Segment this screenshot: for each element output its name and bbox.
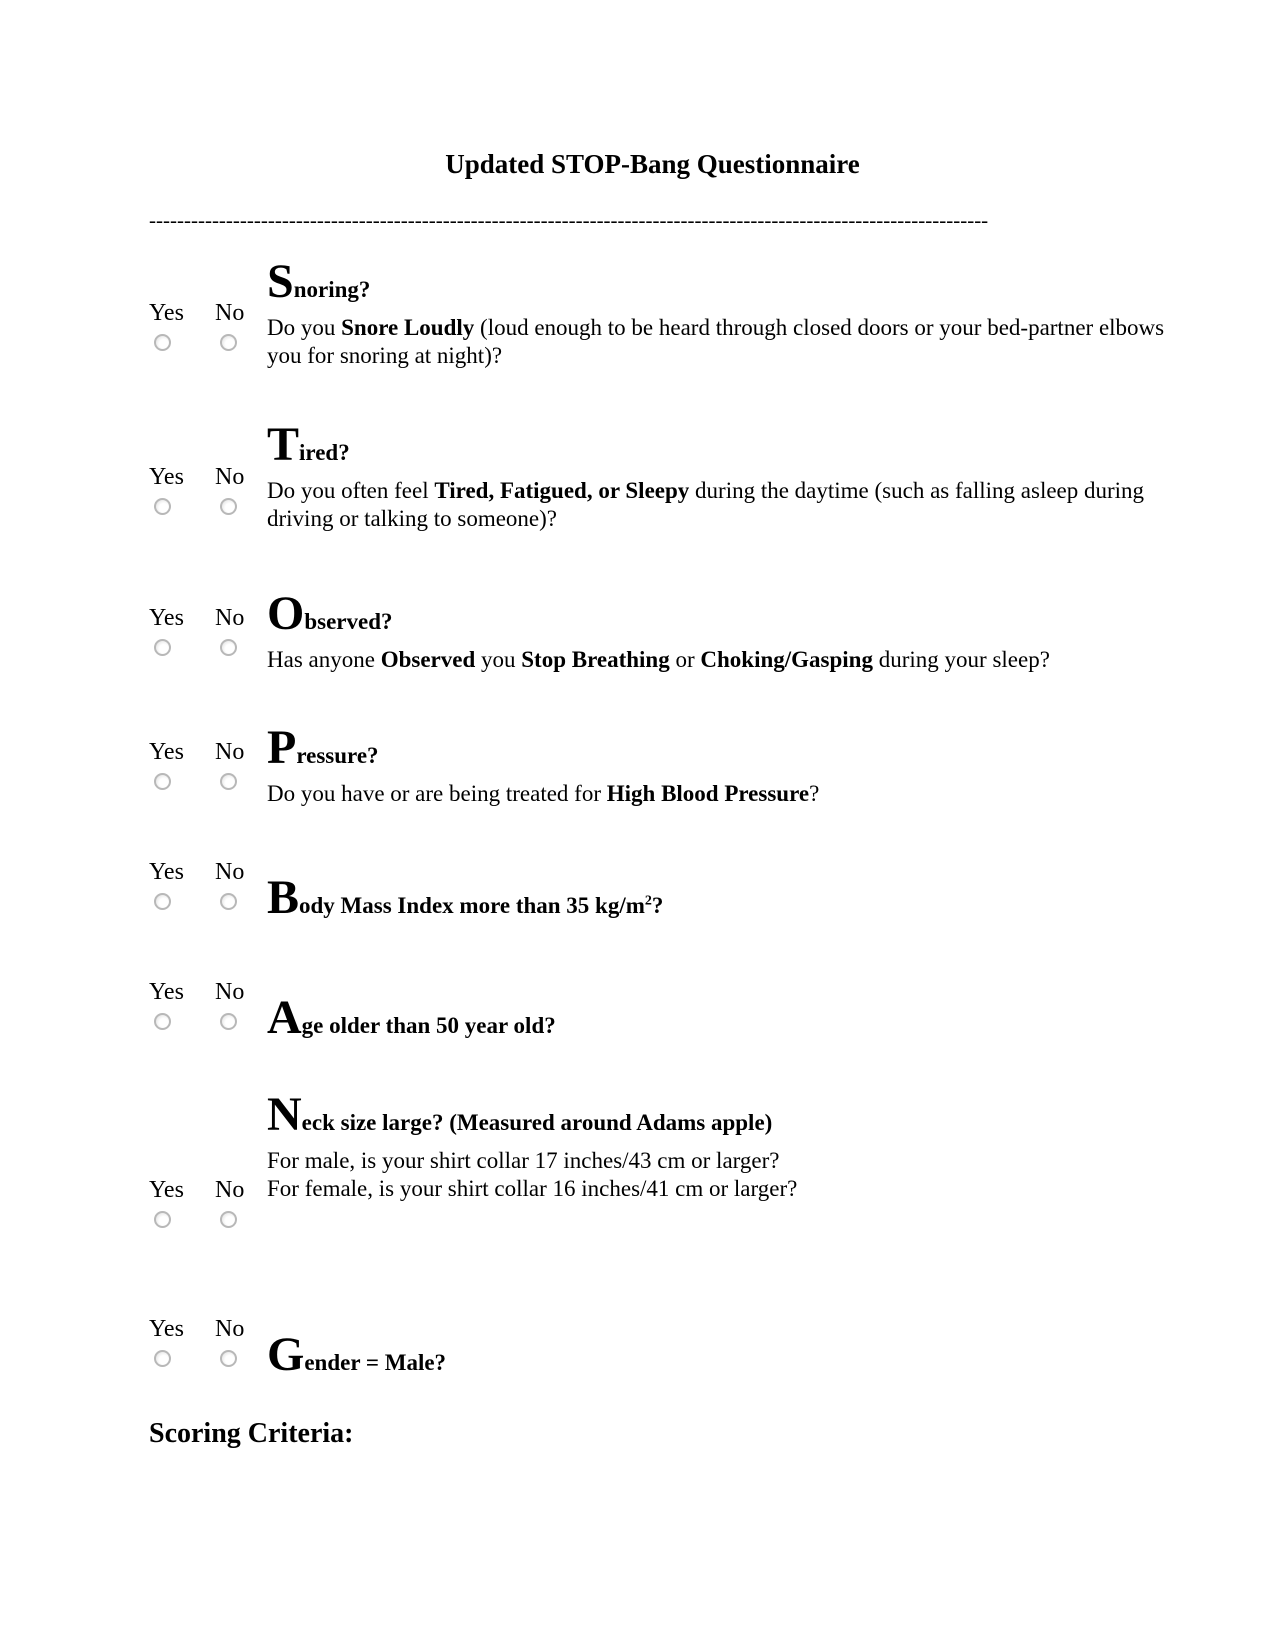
no-label: No (215, 1316, 245, 1342)
no-radio[interactable] (220, 639, 237, 656)
question-text (267, 871, 1167, 930)
yes-label: Yes (149, 300, 184, 326)
no-label: No (215, 464, 245, 490)
question-heading (267, 871, 1167, 930)
no-radio[interactable] (220, 1211, 237, 1228)
question-text (267, 1328, 1167, 1387)
no-radio[interactable] (220, 893, 237, 910)
yes-label: Yes (149, 739, 184, 765)
question-body (267, 1147, 1167, 1175)
question-initial: P (267, 721, 297, 774)
question-text (267, 587, 1167, 674)
no-radio[interactable] (220, 773, 237, 790)
question-initial: B (267, 871, 300, 924)
yes-radio[interactable] (154, 893, 171, 910)
yes-radio[interactable] (154, 498, 171, 515)
question-heading (267, 721, 1167, 780)
answer-group (149, 464, 259, 524)
no-radio[interactable] (220, 498, 237, 515)
emphasis-text: Stop Breathing (521, 647, 670, 672)
question-initial: N (267, 1088, 302, 1141)
body-text: during the daytime (such as falling asleep during driving or talking to someone)? (267, 478, 1145, 531)
no-label: No (215, 859, 245, 885)
question-heading (267, 1088, 1167, 1147)
question-body (267, 1175, 1167, 1203)
yes-label: Yes (149, 1316, 184, 1342)
divider-line: ------------------------------------------------------------------------------------------------------------------------ (149, 208, 989, 232)
emphasis-text: Snore Loudly (341, 315, 475, 340)
yes-radio[interactable] (154, 773, 171, 790)
no-radio[interactable] (220, 1013, 237, 1030)
question-heading-text: noring? (293, 277, 371, 302)
question-initial: G (267, 1328, 305, 1381)
answer-group (149, 859, 259, 919)
no-label: No (215, 605, 245, 631)
question-text (267, 418, 1167, 533)
yes-label: Yes (149, 859, 184, 885)
body-text: during your sleep? (872, 647, 1050, 672)
answer-group (149, 979, 259, 1039)
question-heading (267, 255, 1167, 314)
body-text: (loud enough to be heard through closed doors or your bed-partner elbows you for snoring at night)? (267, 315, 1165, 368)
body-text: Do you often feel (267, 478, 435, 503)
no-radio[interactable] (220, 334, 237, 351)
no-radio[interactable] (220, 1350, 237, 1367)
question-heading-text: ired? (299, 440, 350, 465)
question-heading-text: ressure? (296, 743, 379, 768)
body-text: Do you (267, 315, 342, 340)
yes-radio[interactable] (154, 639, 171, 656)
question-initial: A (267, 991, 302, 1044)
emphasis-text: Choking/Gasping (700, 647, 873, 672)
answer-group (149, 1177, 259, 1237)
body-text: or (669, 647, 701, 672)
question-initial: O (267, 587, 305, 640)
question-heading-text: bserved? (304, 609, 393, 634)
emphasis-text: High Blood Pressure (606, 781, 810, 806)
question-heading-text: ge older than 50 year old? (301, 1013, 556, 1038)
yes-radio[interactable] (154, 1350, 171, 1367)
question-heading (267, 1328, 1167, 1387)
emphasis-text: Observed (380, 647, 476, 672)
no-label: No (215, 300, 245, 326)
question-text (267, 1088, 1167, 1203)
answer-group (149, 739, 259, 799)
question-body (267, 646, 1167, 674)
body-text: Do you have or are being treated for (267, 781, 607, 806)
question-initial: S (267, 255, 294, 308)
question-heading-text: ody Mass Index more than 35 kg/m (299, 893, 645, 918)
question-body (267, 477, 1167, 533)
page-title: Updated STOP-Bang Questionnaire (445, 149, 860, 179)
question-text (267, 255, 1167, 370)
question-heading (267, 991, 1167, 1050)
question-heading-text: eck size large? (Measured around Adams apple) (301, 1110, 773, 1135)
scoring-criteria-heading: Scoring Criteria: (149, 1418, 354, 1449)
yes-label: Yes (149, 464, 184, 490)
no-label: No (215, 979, 245, 1005)
body-text: you (475, 647, 522, 672)
yes-label: Yes (149, 1177, 184, 1203)
question-heading-text: ender = Male? (304, 1350, 447, 1375)
question-text (267, 991, 1167, 1050)
superscript: 2 (644, 893, 652, 909)
question-initial: T (267, 418, 300, 471)
question-heading (267, 587, 1167, 646)
body-text: For male, is your shirt collar 17 inches/43 cm or larger? (267, 1148, 780, 1173)
answer-group (149, 605, 259, 665)
no-label: No (215, 739, 245, 765)
body-text: For female, is your shirt collar 16 inches/41 cm or larger? (267, 1176, 798, 1201)
answer-group (149, 300, 259, 360)
question-heading (267, 418, 1167, 477)
body-text: Has anyone (267, 647, 381, 672)
question-text (267, 721, 1167, 808)
question-heading-tail: ? (651, 893, 664, 918)
answer-group (149, 1316, 259, 1376)
yes-radio[interactable] (154, 1211, 171, 1228)
yes-label: Yes (149, 605, 184, 631)
question-body (267, 314, 1167, 370)
emphasis-text: Tired, Fatigued, or Sleepy (434, 478, 690, 503)
no-label: No (215, 1177, 245, 1203)
question-body (267, 780, 1167, 808)
yes-label: Yes (149, 979, 184, 1005)
body-text: ? (809, 781, 820, 806)
yes-radio[interactable] (154, 334, 171, 351)
yes-radio[interactable] (154, 1013, 171, 1030)
